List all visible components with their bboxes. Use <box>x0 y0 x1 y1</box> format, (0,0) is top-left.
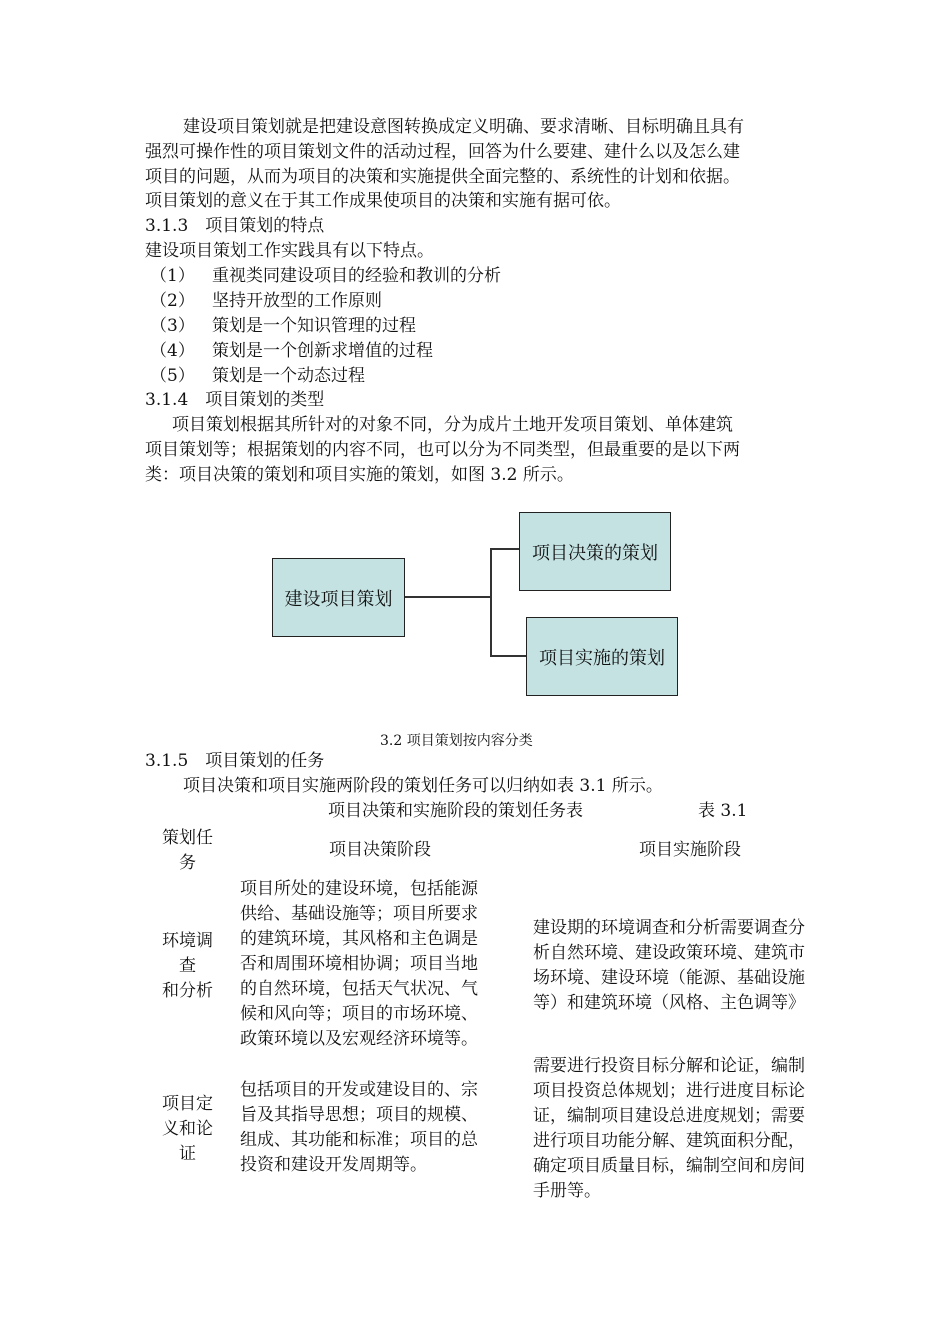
table-cell-decision: 包括项目的开发或建设目的、宗 旨及其指导思想；项目的规模、 组成、其功能和标准；项目的总 投资和建设开发周期等。 <box>240 1080 478 1175</box>
branch-label: 项目实施的策划 <box>539 647 665 669</box>
paragraph-line: 项目策划根据其所针对的对象不同，分为成片土地开发项目策划、单体建筑 <box>172 415 733 435</box>
connector-line <box>490 655 526 657</box>
table-cell-decision: 项目所处的建设环境，包括能源 供给、基础设施等；项目所要求 的建筑环境，其风格和主色调是 否和周围环境相协调；项目当地 的自然环境，包括天气状况、气 候和风向等；项目的市场环境、 政策环境以及宏观经济环境等。 <box>240 879 478 1049</box>
connector-line <box>490 548 519 550</box>
list-item-number: （4） <box>150 341 195 361</box>
list-item-text: 重视类同建设项目的经验和教训的分析 <box>212 266 501 286</box>
list-item-text: 策划是一个创新求增值的过程 <box>212 341 433 361</box>
table-header: 策划任 务 <box>162 828 213 873</box>
list-item-number: （2） <box>150 291 195 311</box>
table-title: 项目决策和实施阶段的策划任务表 <box>328 801 583 821</box>
table-cell-implementation: 建设期的环境调查和分析需要调查分 析自然环境、建设政策环境、建筑市 场环境、建设环境（能源、基础设施 等）和建筑环境（风格、主色调等》 <box>533 918 805 1013</box>
root-label: 建设项目策划 <box>284 588 393 610</box>
branch-label: 项目决策的策划 <box>532 542 658 564</box>
table-number: 表 3.1 <box>698 801 748 821</box>
table-header: 项目决策阶段 <box>329 840 431 860</box>
intro-line: 建设项目策划就是把建设意图转换成定义明确、要求清晰、目标明确且具有 <box>183 117 744 137</box>
table-cell-task: 项目定 义和论 证 <box>162 1094 213 1164</box>
root-box <box>272 558 405 637</box>
list-item-number: （1） <box>150 266 195 286</box>
branch-box-decision <box>519 512 671 591</box>
list-item-number: （3） <box>150 316 195 336</box>
table-cell-implementation: 需要进行投资目标分解和论证，编制 项目投资总体规划；进行进度目标论 证，编制项目建设总进度规划；需要 进行项目功能分解、建筑面积分配， 确定项目质量目标，编制空间和房间 手册等。 <box>533 1056 805 1201</box>
list-item-text: 坚持开放型的工作原则 <box>212 291 382 311</box>
section-heading-314: 3.1.4 项目策划的类型 <box>145 390 325 410</box>
figure-caption: 3.2 项目策划按内容分类 <box>380 733 533 749</box>
list-item-text: 策划是一个知识管理的过程 <box>212 316 416 336</box>
section-heading-313: 3.1.3 项目策划的特点 <box>145 216 325 236</box>
section-heading-315: 3.1.5 项目策划的任务 <box>145 751 325 771</box>
list-item-text: 策划是一个动态过程 <box>212 366 365 386</box>
list-item-number: （5） <box>150 366 195 386</box>
connector-line <box>490 548 492 656</box>
table-cell-task: 环境调 查 和分析 <box>162 931 213 1001</box>
intro-line: 项目策划的意义在于其工作成果使项目的决策和实施有据可依。 <box>145 191 621 211</box>
branch-box-implementation <box>526 617 678 696</box>
paragraph-line: 类：项目决策的策划和项目实施的策划，如图 3.2 所示。 <box>145 465 574 485</box>
section-lead-313: 建设项目策划工作实践具有以下特点。 <box>145 241 434 261</box>
paragraph-line: 项目策划等；根据策划的内容不同，也可以分为不同类型，但最重要的是以下两 <box>145 440 740 460</box>
section-lead-315: 项目决策和项目实施两阶段的策划任务可以归纳如表 3.1 所示。 <box>183 776 663 796</box>
table-header: 项目实施阶段 <box>639 840 741 860</box>
intro-line: 项目的问题，从而为项目的决策和实施提供全面完整的、系统性的计划和依据。 <box>145 167 740 187</box>
connector-line <box>405 596 491 598</box>
intro-line: 强烈可操作性的项目策划文件的活动过程，回答为什么要建、建什么以及怎么建 <box>145 142 740 162</box>
